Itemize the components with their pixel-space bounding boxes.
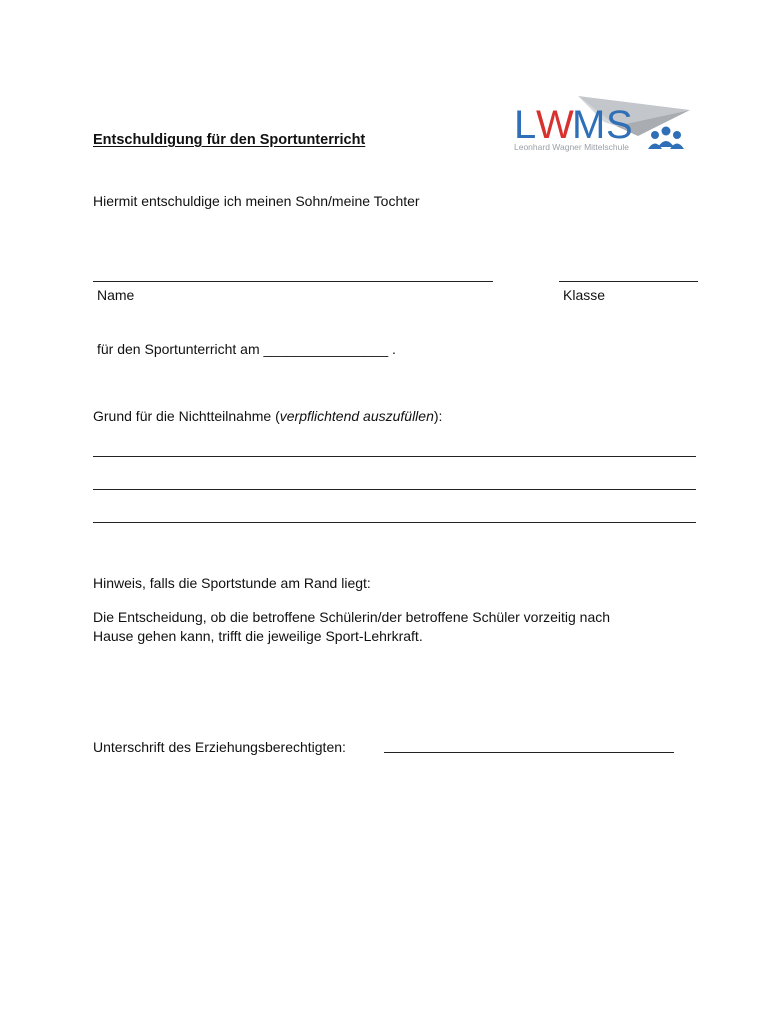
reason-prefix: Grund für die Nichtteilnahme ( <box>93 408 280 424</box>
reason-line-3[interactable] <box>93 522 696 523</box>
people-group-icon <box>648 127 684 150</box>
signature-label: Unterschrift des Erziehungsberechtigten: <box>93 739 346 755</box>
name-field-line[interactable] <box>93 281 493 282</box>
name-label: Name <box>97 287 135 303</box>
class-label: Klasse <box>563 287 606 303</box>
logo-letter-s: S <box>606 103 633 147</box>
reason-suffix: ): <box>433 408 443 424</box>
logo-letter-w: W <box>536 103 574 147</box>
reason-line-1[interactable] <box>93 456 696 457</box>
class-field-line[interactable] <box>559 281 698 282</box>
hint-text-line-1: Die Entscheidung, ob die betroffene Schülerin/der betroffene Schüler vorzeitig nach <box>93 609 611 625</box>
reason-line-2[interactable] <box>93 489 696 490</box>
hint-text-line-2: Hause gehen kann, trifft die jeweilige Sport-Lehrkraft. <box>93 628 423 644</box>
hint-heading: Hinweis, falls die Sportstunde am Rand liegt: <box>93 575 371 591</box>
logo-letter-l: L <box>514 103 537 147</box>
reason-label <box>93 408 442 425</box>
date-line-text: für den Sportunterricht am ________________ . <box>97 341 396 357</box>
signature-line[interactable] <box>384 752 674 753</box>
logo-subtitle: Leonhard Wagner Mittelschule <box>514 142 629 152</box>
logo-letter-m: M <box>572 103 606 147</box>
page-title: Entschuldigung für den Sportunterricht <box>93 132 366 148</box>
intro-text: Hiermit entschuldige ich meinen Sohn/meine Tochter <box>93 193 420 209</box>
school-logo <box>508 92 698 160</box>
reason-required-note: verpflichtend auszufüllen <box>279 408 434 424</box>
